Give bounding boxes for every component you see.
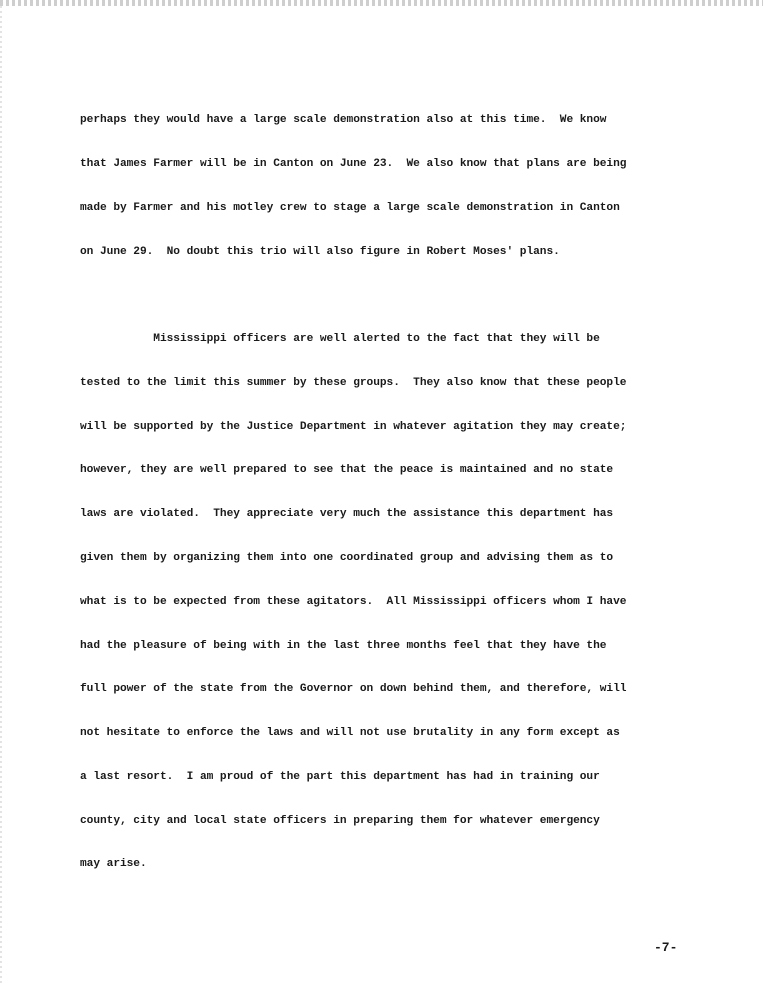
text-line: however, they are well prepared to see that the peace is maintained and no state — [80, 464, 614, 477]
text-line: what is to be expected from these agitators. All Mississippi officers whom I have — [80, 595, 627, 608]
text-line: Mississippi officers are well alerted to the fact that they will be — [80, 333, 600, 346]
text-line: may arise. — [80, 858, 147, 871]
text-line: a last resort. I am proud of the part this department has had in training our — [80, 770, 600, 783]
text-line: perhaps they would have a large scale demonstration also at this time. We know — [80, 114, 607, 127]
paragraph-2 — [80, 303, 710, 901]
text-line: had the pleasure of being with in the last three months feel that they have the — [80, 639, 607, 652]
document-body — [80, 84, 710, 901]
text-line: given them by organizing them into one coordinated group and advising them as to — [80, 552, 614, 564]
text-line: full power of the state from the Governor on down behind them, and therefore, will — [80, 683, 627, 696]
text-line: made by Farmer and his motley crew to stage a large scale demonstration in Canton — [80, 201, 620, 214]
text-line: tested to the limit this summer by these groups. They also know that these people — [80, 376, 627, 389]
text-line: county, city and local state officers in preparing them for whatever emergency — [80, 814, 600, 827]
text-line: will be supported by the Justice Department in whatever agitation they may create; — [80, 420, 627, 433]
paragraph-1 — [80, 84, 710, 288]
text-line: on June 29. No doubt this trio will also figure in Robert Moses' plans. — [80, 245, 560, 258]
text-line: not hesitate to enforce the laws and will not use brutality in any form except as — [80, 727, 620, 740]
page-number: -7- — [654, 940, 678, 955]
text-line: laws are violated. They appreciate very much the assistance this department has — [80, 508, 614, 521]
scan-left-edge — [0, 6, 2, 986]
text-line: that James Farmer will be in Canton on June 23. We also know that plans are being — [80, 157, 627, 170]
scan-top-edge — [0, 0, 763, 6]
